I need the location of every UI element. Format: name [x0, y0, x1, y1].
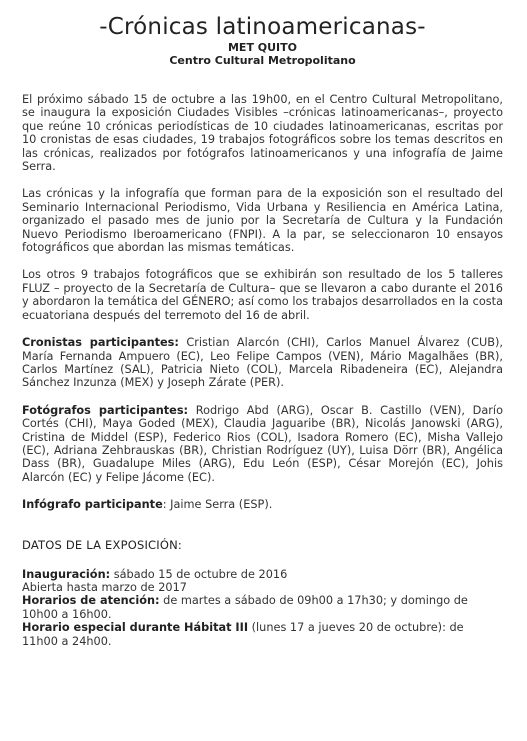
infografo-name: : Jaime Serra (ESP). — [162, 498, 273, 512]
fotografos-label: Fotógrafos participantes: — [22, 403, 189, 417]
especial-line — [22, 621, 503, 648]
especial-value: (lunes 17 a jueves 20 de octubre): de 11h00 a 24h00. — [22, 621, 464, 648]
venue-name: Centro Cultural Metropolitano — [169, 54, 356, 67]
abierta-line: Abierta hasta marzo de 2017 — [22, 580, 187, 594]
inauguracion-line — [22, 568, 503, 581]
workshops-paragraph: Los otros 9 trabajos fotográficos que se exhibirán son resultado de los 5 talleres FLUZ – proyecto de la Secretaría de Cultura– que se llevaron a cabo durante el 2016 y abordaron la temática del GÉNERO; así como los trabajos desarrollados en la costa ecuatoriana después del terremoto del 16 de abril. — [22, 268, 503, 322]
horarios-line — [22, 594, 503, 621]
page-subtitle: MET QUITO — [227, 41, 298, 54]
inauguracion-label: Inauguración: — [22, 567, 111, 581]
horarios-label: Horarios de atención: — [22, 594, 160, 608]
datos-title: DATOS DE LA EXPOSICIÓN: — [22, 537, 183, 552]
cronistas-list: Cristian Alarcón (CHI), Carlos Manuel Álvarez (CUB), María Fernanda Ampuero (EC), Leo Felipe Campos (VEN), Mário Magalhães (BR), Carlos Martínez (SAL), Patricia Nieto (COL), Marcela Ribadeneira (EC), Alejandra Sánchez Inzunza (MEX) y Joseph Zárate (PER). — [22, 336, 503, 390]
especial-label: Horario especial durante Hábitat III — [22, 621, 249, 635]
fotografos-list: Rodrigo Abd (ARG), Oscar B. Castillo (VEN), Darío Cortés (CHI), Maya Goded (MEX), Claudia Jaguaribe (BR), Nicolás Janowski (ARG), Cristina de Middel (ESP), Federico Rios (COL), Isadora Romero (EC), Misha Vallejo (EC), Adriana Zehbrauskas (BR), Christian Rodríguez (UY), Luisa Dörr (BR), Angélica Dass (BR), Guadalupe Miles (ARG), Edu León (ESP), César Morejón (EC), Johis Alarcón (EC) y Felipe Jácome (EC). — [22, 403, 503, 484]
horarios-value: de martes a sábado de 09h00 a 17h30; y domingo de 10h00 a 16h00. — [22, 594, 468, 621]
intro-paragraph: El próximo sábado 15 de octubre a las 19h00, en el Centro Cultural Metropolitano, se inaugura la exposición Ciudades Visibles –crónicas latinoamericanas–, proyecto que reúne 10 crónicas periodísticas de 10 ciudades latinoamericanas, escritas por 10 cronistas de esas ciudades, 19 trabajos fotográficos sobre los temas descritos en las crónicas, realizados por fotógrafos latinoamericanos y una infografía de Jaime Serra. — [22, 93, 503, 174]
cronistas-label: Cronistas participantes: — [22, 336, 179, 350]
cronistas-paragraph — [22, 336, 503, 390]
infografo-paragraph — [22, 498, 503, 511]
datos-section — [22, 568, 503, 648]
page-title: -Crónicas latinoamericanas- — [99, 14, 426, 40]
infografo-label: Infógrafo participante — [22, 498, 163, 512]
article-page — [0, 14, 527, 741]
inauguracion-date: sábado 15 de octubre de 2016 — [110, 567, 288, 581]
seminar-paragraph: Las crónicas y la infografía que forman para de la exposición son el resultado del Seminario Internacional Periodismo, Vida Urbana y Resiliencia en América Latina, organizado el pasado mes de junio por la Secretaría de Cultura y la Fundación Nuevo Periodismo Iberoamericano (FNPI). A la par, se seleccionaron 10 ensayos fotográficos que abordan las mismas temáticas. — [22, 187, 503, 255]
fotografos-paragraph — [22, 404, 503, 484]
